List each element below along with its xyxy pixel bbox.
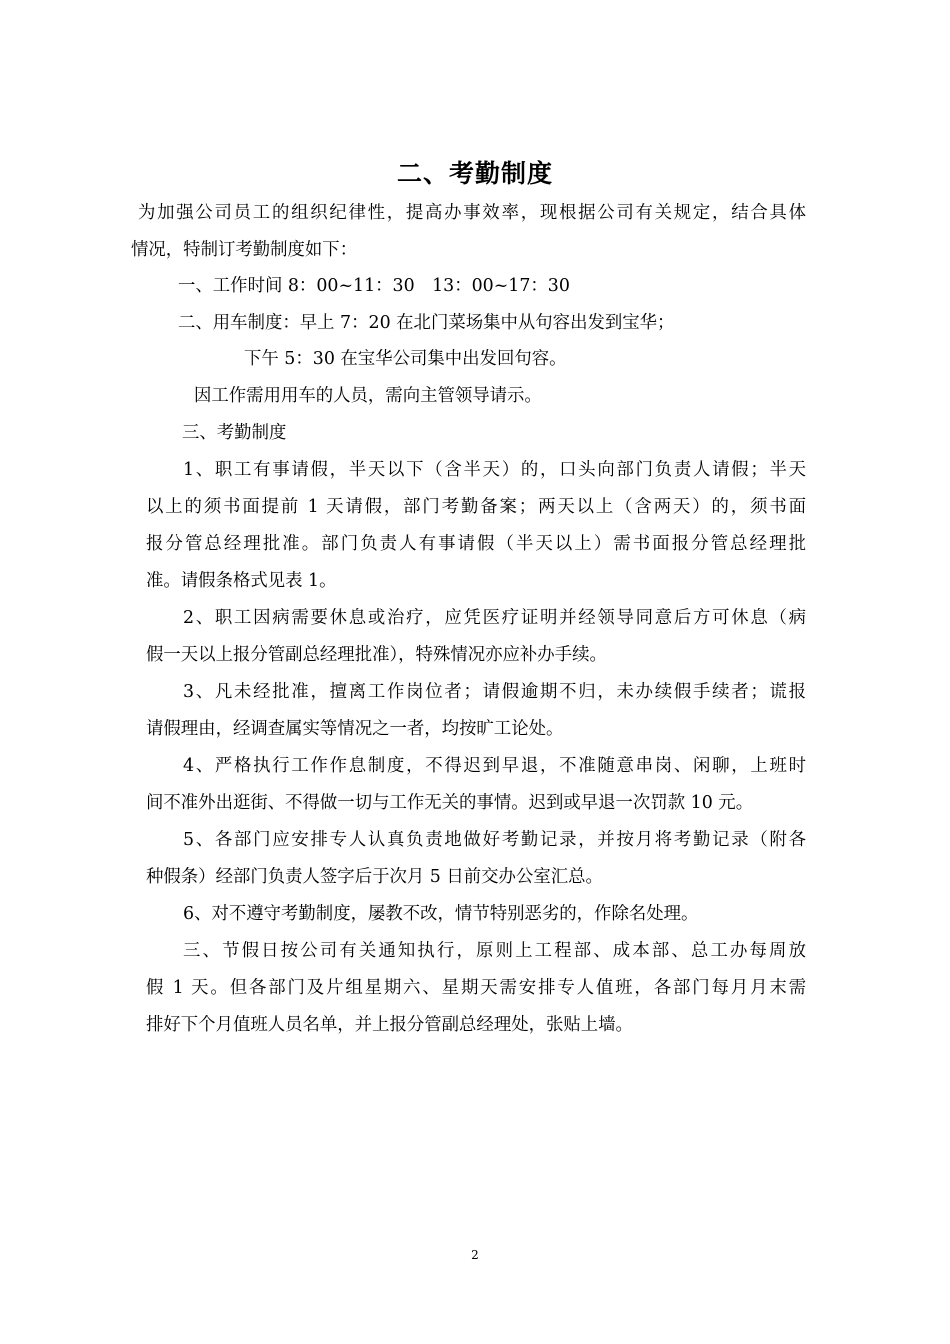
item-4-line-2: 间不准外出逛街、不得做一切与工作无关的事情。迟到或早退一次罚款 10 元。 [146, 793, 754, 813]
vehicle-rule-afternoon: 下午 5：30 在宝华公司集中出发回句容。 [244, 349, 567, 369]
vehicle-rule-morning: 二、用车制度：早上 7：20 在北门菜场集中从句容出发到宝华； [178, 313, 675, 333]
item-3-line-1: 3、凡未经批准，擅离工作岗位者；请假逾期不归，未办续假手续者；谎报 [183, 682, 806, 702]
page-number: 2 [471, 1248, 479, 1262]
item-1-line-1: 1、职工有事请假，半天以下（含半天）的，口头向部门负责人请假；半天 [183, 460, 806, 480]
item-6: 6、对不遵守考勤制度，屡教不改，情节特别恶劣的，作除名处理。 [183, 904, 699, 924]
holiday-line-1: 三、节假日按公司有关通知执行，原则上工程部、成本部、总工办每周放 [183, 941, 806, 961]
item-1-line-3: 报分管总经理批准。部门负责人有事请假（半天以上）需书面报分管总经理批 [146, 534, 806, 554]
item-1-line-2: 以上的须书面提前 1 天请假，部门考勤备案；两天以上（含两天）的，须书面 [146, 497, 806, 517]
holiday-line-2: 假 1 天。但各部门及片组星期六、星期天需安排专人值班，各部门每月月末需 [146, 978, 806, 998]
intro-line-2: 情况，特制订考勤制度如下： [131, 240, 358, 260]
item-1-line-4: 准。请假条格式见表 1。 [146, 571, 337, 591]
item-5-line-2: 种假条）经部门负责人签字后于次月 5 日前交办公室汇总。 [146, 867, 603, 887]
item-2-line-1: 2、职工因病需要休息或治疗，应凭医疗证明并经领导同意后方可休息（病 [183, 608, 806, 628]
attendance-heading: 三、考勤制度 [182, 423, 287, 443]
item-2-line-2: 假一天以上报分管副总经理批准），特殊情况亦应补办手续。 [146, 645, 607, 665]
page-title: 二、考勤制度 [396, 159, 553, 188]
item-5-line-1: 5、各部门应安排专人认真负责地做好考勤记录，并按月将考勤记录（附各 [183, 830, 806, 850]
item-3-line-2: 请假理由，经调查属实等情况之一者，均按旷工论处。 [146, 719, 564, 739]
work-hours: 一、工作时间 8：00~11：30 13：00~17：30 [178, 276, 570, 296]
vehicle-rule-request: 因工作需用用车的人员，需向主管领导请示。 [194, 386, 542, 406]
intro-line-1: 为加强公司员工的组织纪律性，提高办事效率，现根据公司有关规定，结合具体 [138, 203, 806, 223]
item-4-line-1: 4、严格执行工作作息制度，不得迟到早退，不准随意串岗、闲聊，上班时 [183, 756, 806, 776]
holiday-line-3: 排好下个月值班人员名单，并上报分管副总经理处，张贴上墙。 [146, 1015, 633, 1035]
